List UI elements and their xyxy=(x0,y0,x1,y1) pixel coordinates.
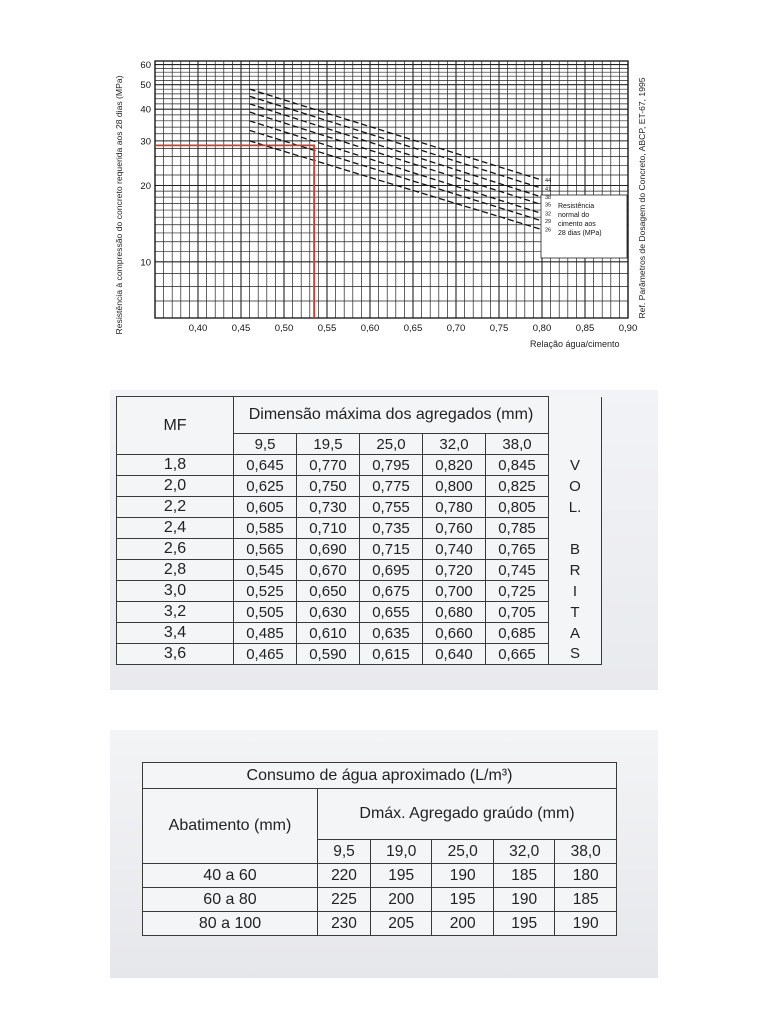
table-cell: 0,645 xyxy=(234,455,297,476)
series-label: 38 xyxy=(545,195,552,202)
table-row xyxy=(117,602,602,623)
table-cell: 0,665 xyxy=(486,644,549,665)
table-row xyxy=(143,864,617,888)
table-row xyxy=(143,888,617,912)
table-cell: 230 xyxy=(318,912,371,936)
table-cell: 0,730 xyxy=(297,497,360,518)
series-label: 32 xyxy=(545,211,552,218)
table-cell: 0,635 xyxy=(360,623,423,644)
mf-value: 3,0 xyxy=(117,581,234,602)
mf-value: 2,4 xyxy=(117,518,234,539)
column-header: 32,0 xyxy=(493,840,554,864)
table-cell: 0,750 xyxy=(297,476,360,497)
wc-ratio-table xyxy=(116,396,602,665)
slump-header: Abatimento (mm) xyxy=(143,789,318,864)
table-cell: 225 xyxy=(318,888,371,912)
table-cell: 0,745 xyxy=(486,560,549,581)
slump-range: 40 a 60 xyxy=(143,864,318,888)
side-letter: I xyxy=(549,581,602,602)
table-row xyxy=(117,581,602,602)
table-cell: 195 xyxy=(493,912,554,936)
strength-chart xyxy=(110,33,658,355)
table-cell: 185 xyxy=(493,864,554,888)
x-tick-label: 0,55 xyxy=(317,323,337,334)
strength-chart-panel xyxy=(110,33,658,355)
y-tick-labels xyxy=(140,60,151,268)
column-header: 9,5 xyxy=(234,434,297,455)
table-row xyxy=(117,497,602,518)
y-axis-label: Resistência à compressão do concreto requerida aos 28 dias (MPa) xyxy=(114,75,124,335)
table-cell: 0,715 xyxy=(360,539,423,560)
side-letter: O xyxy=(549,476,602,497)
x-tick-label: 0,75 xyxy=(489,323,509,334)
y-tick-label: 40 xyxy=(140,104,151,116)
y-tick-label: 30 xyxy=(140,136,151,148)
column-header: 9,5 xyxy=(318,840,371,864)
mf-header: MF xyxy=(117,397,234,455)
table-cell: 0,755 xyxy=(360,497,423,518)
table-cell: 195 xyxy=(432,888,493,912)
mf-value: 3,2 xyxy=(117,602,234,623)
table-title: Consumo de água aproximado (L/m³) xyxy=(143,763,617,789)
mf-value: 3,4 xyxy=(117,623,234,644)
legend-title-line: 28 dias (MPa) xyxy=(558,230,602,237)
table-cell: 0,805 xyxy=(486,497,549,518)
chart-grid xyxy=(155,61,628,318)
column-header: 19,5 xyxy=(297,434,360,455)
table-cell: 0,710 xyxy=(297,518,360,539)
table-cell: 205 xyxy=(371,912,432,936)
mf-value: 2,6 xyxy=(117,539,234,560)
series-label: 35 xyxy=(545,202,552,209)
table-cell: 190 xyxy=(432,864,493,888)
table-cell: 0,640 xyxy=(423,644,486,665)
column-header: 38,0 xyxy=(555,840,617,864)
table-cell: 0,740 xyxy=(423,539,486,560)
table-row xyxy=(117,560,602,581)
x-tick-labels xyxy=(189,323,638,334)
column-header: 25,0 xyxy=(432,840,493,864)
table-cell: 0,525 xyxy=(234,581,297,602)
table-cell: 0,655 xyxy=(360,602,423,623)
side-letter xyxy=(549,518,602,539)
x-tick-label: 0,60 xyxy=(360,323,380,334)
table-cell: 0,685 xyxy=(486,623,549,644)
side-letter: R xyxy=(549,560,602,581)
x-tick-label: 0,45 xyxy=(231,323,251,334)
table-cell: 0,800 xyxy=(423,476,486,497)
mf-value: 2,0 xyxy=(117,476,234,497)
table-cell: 0,695 xyxy=(360,560,423,581)
table-cell: 0,825 xyxy=(486,476,549,497)
series-label: 29 xyxy=(545,218,552,225)
side-letter: B xyxy=(549,539,602,560)
table-row xyxy=(143,912,617,936)
table-cell: 0,680 xyxy=(423,602,486,623)
x-tick-label: 0,80 xyxy=(532,323,552,334)
table-cell: 0,760 xyxy=(423,518,486,539)
table-cell: 0,765 xyxy=(486,539,549,560)
side-letter: A xyxy=(549,623,602,644)
table-cell: 0,820 xyxy=(423,455,486,476)
table-cell: 0,780 xyxy=(423,497,486,518)
side-letter: S xyxy=(549,644,602,665)
side-letter: L. xyxy=(549,497,602,518)
table-cell: 0,615 xyxy=(360,644,423,665)
mf-value: 1,8 xyxy=(117,455,234,476)
table-cell: 0,795 xyxy=(360,455,423,476)
table-cell: 0,545 xyxy=(234,560,297,581)
x-tick-label: 0,90 xyxy=(618,323,638,334)
column-header: 25,0 xyxy=(360,434,423,455)
side-letter: T xyxy=(549,602,602,623)
slump-range: 60 a 80 xyxy=(143,888,318,912)
table-cell: 0,605 xyxy=(234,497,297,518)
table-cell: 0,630 xyxy=(297,602,360,623)
column-header: 32,0 xyxy=(423,434,486,455)
table-cell: 0,590 xyxy=(297,644,360,665)
plot-frame xyxy=(155,61,628,318)
table-cell: 0,700 xyxy=(423,581,486,602)
x-tick-label: 0,70 xyxy=(446,323,466,334)
x-tick-label: 0,85 xyxy=(575,323,595,334)
legend-title-line: normal do xyxy=(558,212,590,219)
y-tick-label: 10 xyxy=(140,257,151,269)
table-cell: 0,650 xyxy=(297,581,360,602)
legend-title-line: cimento aos xyxy=(558,221,596,228)
table-cell: 190 xyxy=(555,912,617,936)
table-cell: 0,770 xyxy=(297,455,360,476)
table-cell: 0,725 xyxy=(486,581,549,602)
y-tick-label: 20 xyxy=(140,181,151,193)
reference-note: Ref. Parâmetros de Dosagem do Concreto, ABCP, ET-67, 1995 xyxy=(637,77,647,319)
slump-range: 80 a 100 xyxy=(143,912,318,936)
x-tick-label: 0,50 xyxy=(274,323,294,334)
x-tick-label: 0,65 xyxy=(403,323,423,334)
table-cell: 195 xyxy=(371,864,432,888)
table-cell: 0,705 xyxy=(486,602,549,623)
table-row xyxy=(117,539,602,560)
table-cell: 0,735 xyxy=(360,518,423,539)
series-label: 44 xyxy=(545,178,552,185)
table-cell: 0,610 xyxy=(297,623,360,644)
table-row xyxy=(117,518,602,539)
dmax-header: Dmáx. Agregado graúdo (mm) xyxy=(318,789,617,840)
table-cell: 0,720 xyxy=(423,560,486,581)
highlight-line xyxy=(155,145,314,318)
table-cell: 190 xyxy=(493,888,554,912)
table-cell: 200 xyxy=(371,888,432,912)
table-cell: 0,845 xyxy=(486,455,549,476)
y-tick-label: 60 xyxy=(140,60,151,72)
table-cell: 0,565 xyxy=(234,539,297,560)
x-axis-label: Relação água/cimento xyxy=(530,339,620,349)
table-cell: 0,670 xyxy=(297,560,360,581)
mf-value: 2,2 xyxy=(117,497,234,518)
column-header: 38,0 xyxy=(486,434,549,455)
table-cell: 0,625 xyxy=(234,476,297,497)
table-cell: 185 xyxy=(555,888,617,912)
column-header: 19,0 xyxy=(371,840,432,864)
legend-title-line: Resistência xyxy=(558,203,595,210)
series-label: 41 xyxy=(545,186,552,193)
table-row xyxy=(117,644,602,665)
table-cell: 0,775 xyxy=(360,476,423,497)
table-cell: 220 xyxy=(318,864,371,888)
water-consumption-table xyxy=(142,762,617,936)
table-cell: 0,585 xyxy=(234,518,297,539)
mf-value: 2,8 xyxy=(117,560,234,581)
table-cell: 0,675 xyxy=(360,581,423,602)
table-cell: 180 xyxy=(555,864,617,888)
aggregate-size-header: Dimensão máxima dos agregados (mm) xyxy=(234,397,549,434)
y-tick-label: 50 xyxy=(140,80,151,92)
table-cell: 200 xyxy=(432,912,493,936)
table-row xyxy=(117,476,602,497)
table-cell: 0,660 xyxy=(423,623,486,644)
table-cell: 0,485 xyxy=(234,623,297,644)
water-consumption-panel xyxy=(110,730,658,978)
table-row xyxy=(117,455,602,476)
mf-value: 3,6 xyxy=(117,644,234,665)
x-tick-label: 0,40 xyxy=(188,323,208,334)
table-cell: 0,690 xyxy=(297,539,360,560)
table-cell: 0,505 xyxy=(234,602,297,623)
wc-ratio-table-panel xyxy=(110,390,658,690)
series-label: 26 xyxy=(545,227,552,234)
table-cell: 0,785 xyxy=(486,518,549,539)
table-cell: 0,465 xyxy=(234,644,297,665)
side-blank xyxy=(549,397,602,455)
table-row xyxy=(117,623,602,644)
side-letter: V xyxy=(549,455,602,476)
